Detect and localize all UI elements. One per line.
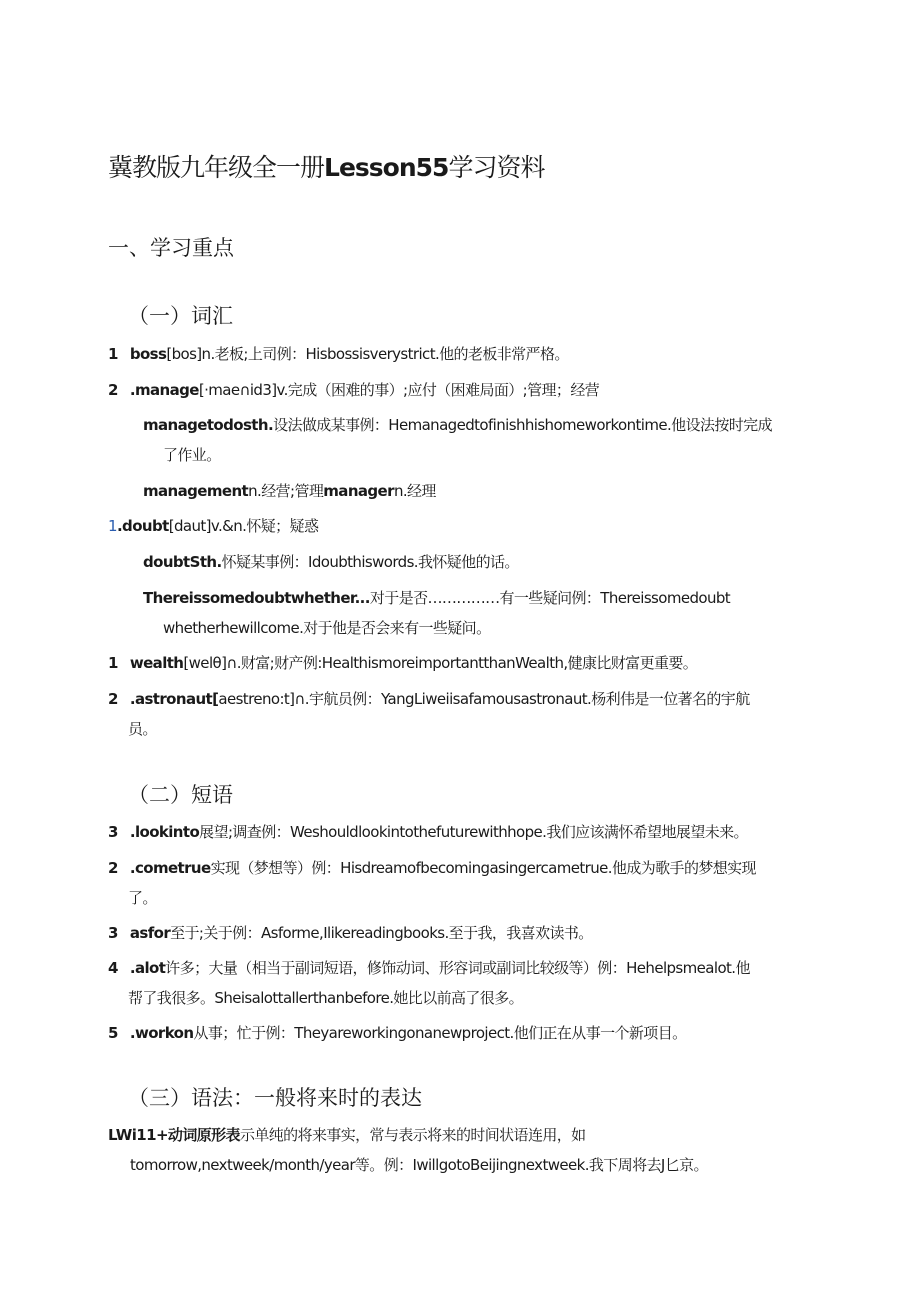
vocab-item (108, 689, 750, 709)
item-text: 至于;关于例：Asforme,Ilikereadingbooks.至于我，我喜欢读书。 (170, 924, 593, 942)
item-text: 帮了我很多。Sheisalottallerthanbefore.她比以前高了很多。 (128, 989, 523, 1007)
item-text: 了。 (128, 889, 157, 907)
item-text: aestreno:t]∩.宇航员例：YangLiweiisafamousastronaut.杨利伟是一位著名的宇航 (218, 690, 750, 708)
grammar-text: 示单纯的将来事实，常与表示将来的时间状语连用，如 (239, 1126, 586, 1144)
item-keyword: wealth (129, 654, 184, 672)
item-keyword: .doubt (116, 517, 169, 535)
item-text: [bos]n.老板;上司例：Hisbossisverystrict.他的老板非常严格。 (166, 345, 569, 363)
item-text: 展望;调查例：Weshouldlookintothefuturewithhope.我们应该满怀希望地展望未来。 (199, 823, 748, 841)
item-text: 怀疑某事例：Idoubthiswords.我怀疑他的话。 (221, 553, 519, 571)
vocab-item (143, 552, 519, 572)
item-number: 2 (108, 859, 118, 877)
item-keyword: .manage (129, 381, 199, 399)
vocab-item (108, 344, 569, 364)
item-text: 设法做成某事例：Hemanagedtofinishhishomeworkontime.他设法按时完成 (273, 416, 772, 434)
item-number: 4 (108, 959, 118, 977)
vocab-item-continued (163, 618, 490, 638)
vocab-item (143, 481, 436, 501)
item-number: 3 (108, 924, 118, 942)
vocab-item (143, 415, 772, 435)
phrase-item (108, 1023, 687, 1043)
item-text: [daut]v.&n.怀疑；疑惑 (168, 517, 319, 535)
phrase-item (108, 822, 748, 842)
item-keyword: .astronaut[ (129, 690, 219, 708)
item-keyword: boss (129, 345, 167, 363)
item-number: 1 (108, 517, 117, 535)
item-keyword: managetodosth. (143, 416, 274, 434)
item-number: 5 (108, 1024, 118, 1042)
vocab-item (108, 516, 318, 536)
grammar-heading: （三）语法：一般将来时的表达 (128, 1086, 422, 1110)
phrase-item-continued (128, 988, 523, 1008)
item-text: 员。 (128, 720, 157, 738)
vocab-heading: （一）词汇 (128, 304, 233, 328)
item-keyword: .cometrue (129, 859, 211, 877)
title-lesson: Lesson55 (324, 153, 449, 182)
item-keyword: manager (323, 482, 394, 500)
title-prefix: 冀教版九年级全一册 (108, 153, 325, 182)
vocab-item (108, 380, 599, 400)
item-keyword: asfor (129, 924, 171, 942)
item-number: 2 (108, 690, 118, 708)
item-keyword: management (143, 482, 249, 500)
item-keyword: .alot (129, 959, 166, 977)
phrases-heading: （二）短语 (128, 783, 233, 807)
item-text: n.经营;管理 (248, 482, 324, 500)
item-text: whetherhewillcome.对于他是否会来有一些疑问。 (163, 619, 491, 637)
item-text: 了作业。 (163, 446, 221, 464)
item-text: 许多；大量（相当于副词短语，修饰动词、形容词或副词比较级等）例：Hehelpsmealot.他 (165, 959, 750, 977)
grammar-text: tomorrow,nextweek/month/year等。例：IwillgotoBeijingnextweek.我下周将去J匕京。 (130, 1156, 708, 1174)
vocab-item-continued (128, 719, 157, 739)
vocab-item-continued (163, 445, 221, 465)
item-number: 2 (108, 381, 118, 399)
grammar-keyword: LWi11+动词原形表 (108, 1126, 240, 1144)
grammar-line (108, 1125, 586, 1145)
item-keyword: .lookinto (129, 823, 200, 841)
item-text: 对于是否……………有一些疑问例：Thereissomedoubt (369, 589, 731, 607)
item-number: 1 (108, 654, 118, 672)
phrase-item (108, 958, 750, 978)
item-number: 1 (108, 345, 118, 363)
item-keyword: Thereissomedoubtwhether... (143, 589, 370, 607)
grammar-line (130, 1155, 708, 1175)
item-number: 3 (108, 823, 118, 841)
phrase-item-continued (128, 888, 157, 908)
item-keyword: doubtSth. (143, 553, 222, 571)
item-text: 实现（梦想等）例：Hisdreamofbecomingasingercametrue.他成为歌手的梦想实现 (210, 859, 756, 877)
item-text: [·mae∩id3]v.完成（困难的事）;应付（困难局面）;管理；经营 (198, 381, 600, 399)
vocab-item (143, 588, 730, 608)
section-heading-key-points: 一、学习重点 (108, 236, 234, 260)
phrase-item (108, 923, 593, 943)
item-text: n.经理 (393, 482, 436, 500)
vocab-item (108, 653, 697, 673)
phrase-item (108, 858, 756, 878)
item-keyword: .workon (129, 1024, 194, 1042)
item-text: 从事；忙于例：Theyareworkingonanewproject.他们正在从事一个新项目。 (193, 1024, 687, 1042)
item-text: [welθ]∩.财富;财产例:HealthismoreimportantthanWealth,健康比财富更重要。 (183, 654, 698, 672)
page-title (108, 148, 544, 184)
title-suffix: 学习资料 (448, 153, 545, 182)
